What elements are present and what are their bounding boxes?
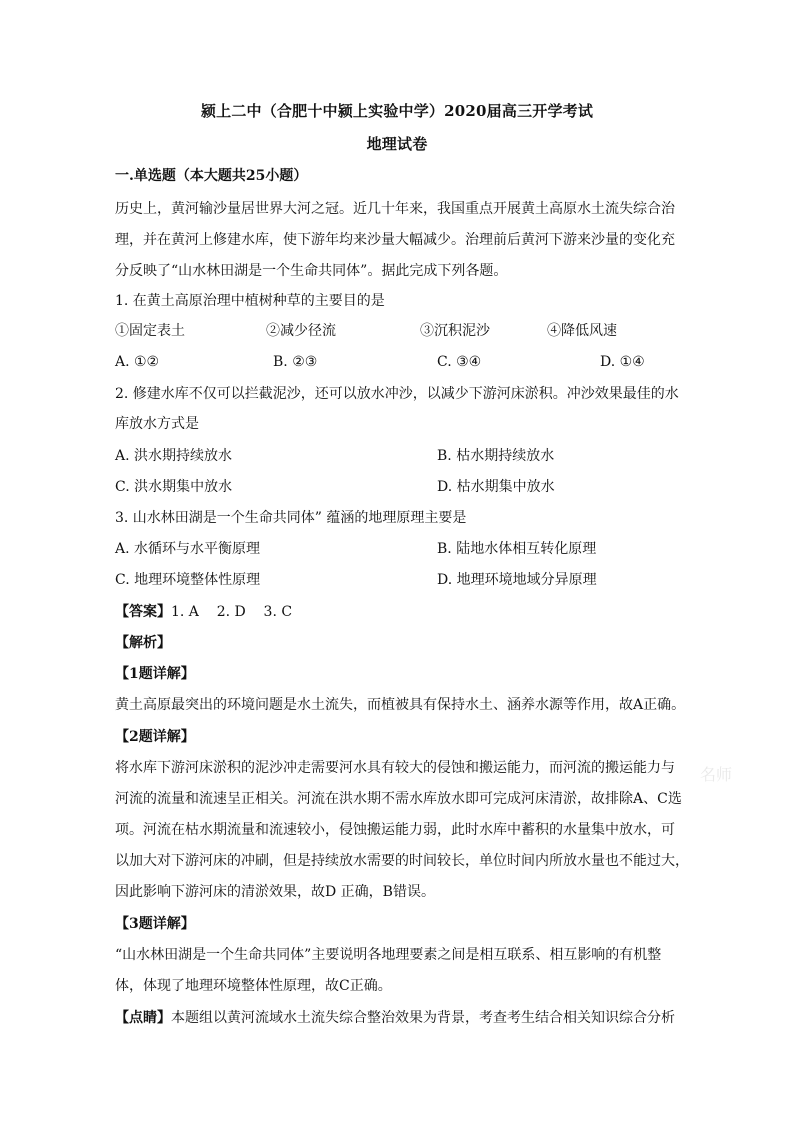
question-1-stem: 1. 在黄土高原治理中植树种草的主要目的是 (115, 293, 385, 309)
tip-line (115, 1008, 685, 1028)
q2-option-b: B. 枯水期持续放水 (437, 448, 555, 464)
passage-line: 分反映了“山水林田湖是一个生命共同体”。据此完成下列各题。 (115, 263, 508, 279)
tip-label: 【点睛】 (115, 1010, 171, 1026)
detail-2-text: 因此影响下游河床的清淤效果，故D 正确，B错误。 (115, 884, 435, 900)
q1-option-d: D. ①④ (600, 354, 645, 370)
detail-1-label: 【1题详解】 (115, 666, 195, 682)
detail-3-text: 体，体现了地理环境整体性原理，故C正确。 (115, 978, 392, 994)
passage-line: 历史上，黄河输沙量居世界大河之冠。近几十年来，我国重点开展黄土高原水土流失综合治 (115, 201, 675, 217)
answer-line (115, 602, 685, 622)
q3-option-c: C. 地理环境整体性原理 (115, 572, 261, 588)
section-heading: 一.单选题（本大题共25小题） (115, 168, 308, 184)
q1-item: ①固定表土 (115, 323, 185, 339)
answer-text: 1. A 2. D 3. C (171, 604, 293, 620)
question-2-stem: 库放水方式是 (115, 416, 199, 432)
detail-2-text: 河流的流量和流速呈正相关。河流在洪水期不需水库放水即可完成河床清淤，故排除A、C选 (115, 791, 682, 807)
question-2-stem: 2. 修建水库不仅可以拦截泥沙，还可以放水冲沙，以减少下游河床淤积。冲沙效果最佳的水 (115, 386, 679, 402)
detail-2-text: 以加大对下游河床的冲刷，但是持续放水需要的时间较长，单位时间内所放水量也不能过大， (115, 853, 689, 869)
q2-option-c: C. 洪水期集中放水 (115, 479, 233, 495)
exam-subtitle: 地理试卷 (366, 135, 428, 153)
analysis-label: 【解析】 (115, 635, 171, 651)
q3-option-b: B. 陆地水体相互转化原理 (437, 541, 597, 557)
detail-1-text: 黄土高原最突出的环境问题是水土流失，而植被具有保持水土、涵养水源等作用，故A正确。 (115, 697, 686, 713)
q3-option-d: D. 地理环境地域分异原理 (437, 572, 597, 588)
q2-option-d: D. 枯水期集中放水 (437, 479, 555, 495)
q2-option-a: A. 洪水期持续放水 (115, 448, 233, 464)
answer-label: 【答案】 (115, 604, 171, 620)
q3-option-a: A. 水循环与水平衡原理 (115, 541, 261, 557)
q1-item: ②减少径流 (266, 323, 336, 339)
passage-line: 理，并在黄河上修建水库，使下游年均来沙量大幅减少。治理前后黄河下游来沙量的变化充 (115, 232, 675, 248)
detail-2-text: 将水库下游河床淤积的泥沙冲走需要河水具有较大的侵蚀和搬运能力，而河流的搬运能力与 (115, 760, 675, 776)
q1-option-a: A. ①② (115, 354, 160, 370)
tip-text: 本题组以黄河流域水土流失综合整治效果为背景，考查考生结合相关知识综合分析 (171, 1010, 675, 1026)
detail-3-text: “山水林田湖是一个生命共同体”主要说明各地理要素之间是相互联系、相互影响的有机整 (115, 947, 662, 963)
detail-2-text: 项。河流在枯水期流量和流速较小，侵蚀搬运能力弱，此时水库中蓄积的水量集中放水，可 (115, 822, 675, 838)
exam-title: 颍上二中（合肥十中颍上实验中学）2020届高三开学考试 (200, 102, 594, 120)
q1-item: ③沉积泥沙 (420, 323, 490, 339)
detail-3-label: 【3题详解】 (115, 916, 195, 932)
q1-item: ④降低风速 (547, 323, 617, 339)
detail-2-label: 【2题详解】 (115, 729, 195, 745)
q1-option-b: B. ②③ (273, 354, 318, 370)
watermark: 名师 (700, 765, 733, 784)
question-3-stem: 3. 山水林田湖是一个生命共同体” 蕴涵的地理原理主要是 (115, 510, 467, 526)
q1-option-c: C. ③④ (437, 354, 482, 370)
